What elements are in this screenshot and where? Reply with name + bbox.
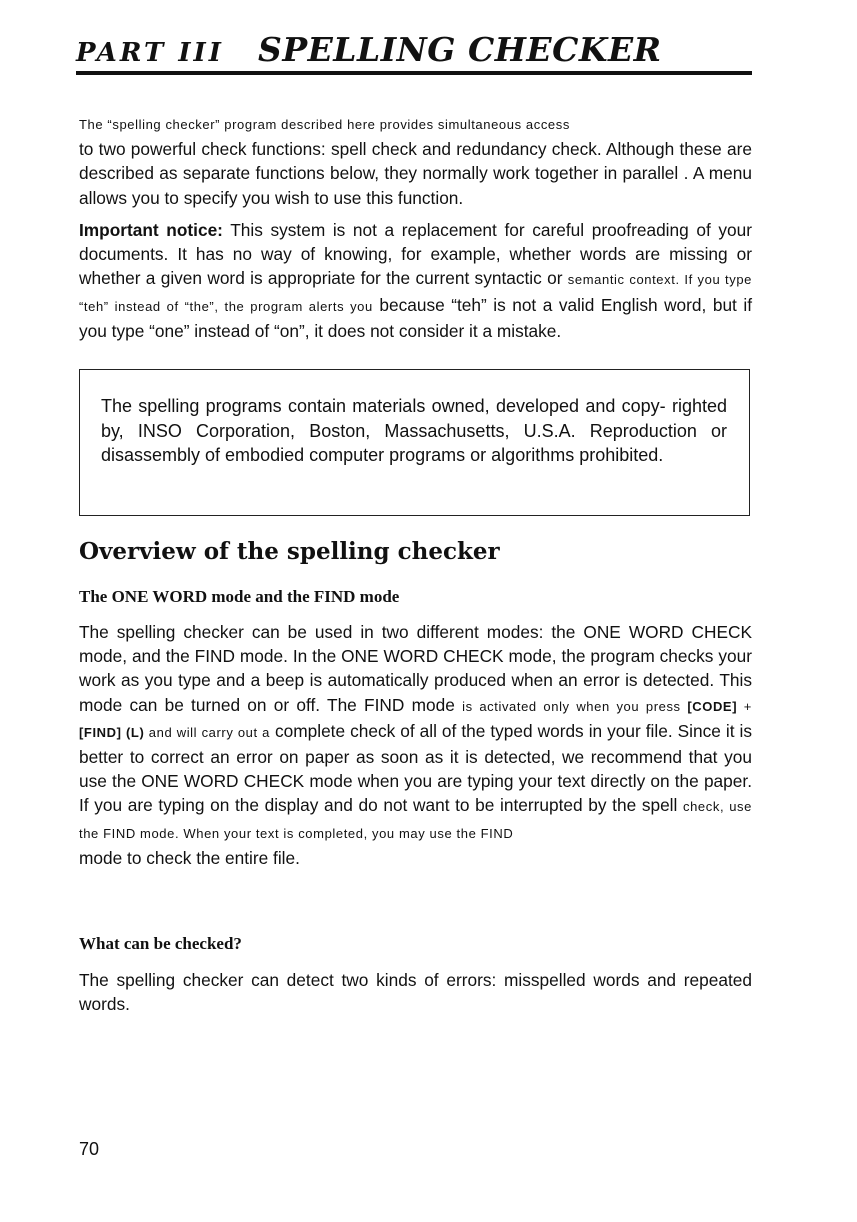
checked-paragraph: The spelling checker can detect two kinds of errors: misspelled words and repeated words. (79, 970, 752, 1015)
modes-paragraph (79, 620, 752, 870)
overview-heading: Overview of the spelling checker (79, 538, 500, 565)
intro-paragraph (79, 111, 752, 210)
copyright-notice-text: The spelling programs contain materials owned, developed and copy- righted by, INSO Corporation, Boston, Massachusetts, U.S.A. Reproduction or disassembly of embodied computer programs or algorithms prohibited. (101, 396, 727, 465)
modes-subheading: The ONE WORD mode and the FIND mode (79, 587, 400, 606)
checked-subheading (79, 933, 242, 955)
header-rule (76, 71, 752, 75)
l-key: (L) (121, 724, 145, 740)
checked-subheading-text: What can be checked? (79, 934, 242, 953)
important-notice-text-3: because “teh” is not a valid English word, but if you type “one” instead of “on”, it does not consider it a mistake. (79, 294, 752, 341)
important-notice-label: Important notice: (79, 220, 223, 240)
page-number: 70 (79, 1139, 100, 1159)
code-key: [CODE] (687, 698, 738, 714)
modes-text-4: check, use the FIND mode. When your text is completed, you may use the FIND (79, 799, 752, 841)
modes-text-1: The spelling checker can be used in two different modes: the ONE WORD CHECK mode, and the FIND mode. In the ONE WORD CHECK mode, the program checks your work as you type and a beep is automatically produced when an error is detected. This mode can be turned on or off. The FIND mode (79, 622, 752, 715)
section-title: SPELLING CHECKER (258, 30, 662, 69)
modes-text-2a: is activated only when you press (462, 698, 688, 714)
part-label: PART III (76, 38, 224, 68)
modes-text-3: complete check of all of the typed words in your file. Since it is better to correct an error on paper as soon as it is detected, we recommend that you use the ONE WORD CHECK mode when you are typing your text directly on the paper. If you are typing on the display and do not want to be interrupted by the spell (79, 720, 752, 816)
important-notice-text-1: This system is not a replacement for careful proofreading of your documents. It has no way of knowing, for example, whether words are missing or whether a given word is appropriate for the current syntactic or (79, 220, 752, 289)
modes-text-5: mode to check the entire file. (79, 847, 300, 868)
important-notice-text-2: semantic context. If you type “teh” instead of “the”, the program alerts you (79, 272, 752, 314)
intro-first-line: The “spelling checker” program described here provides simultaneous access (79, 117, 570, 132)
plus-sign: + (737, 698, 752, 714)
modes-text-2b: and will carry out a (144, 724, 270, 740)
find-key: [FIND] (79, 724, 122, 740)
important-notice-paragraph (79, 218, 752, 343)
intro-body: to two powerful check functions: spell check and redundancy check. Although these are described as separate functions below, they normally work together in parallel . A menu allows you to specify you wish to use this function. (79, 139, 752, 208)
section-header (76, 30, 752, 73)
